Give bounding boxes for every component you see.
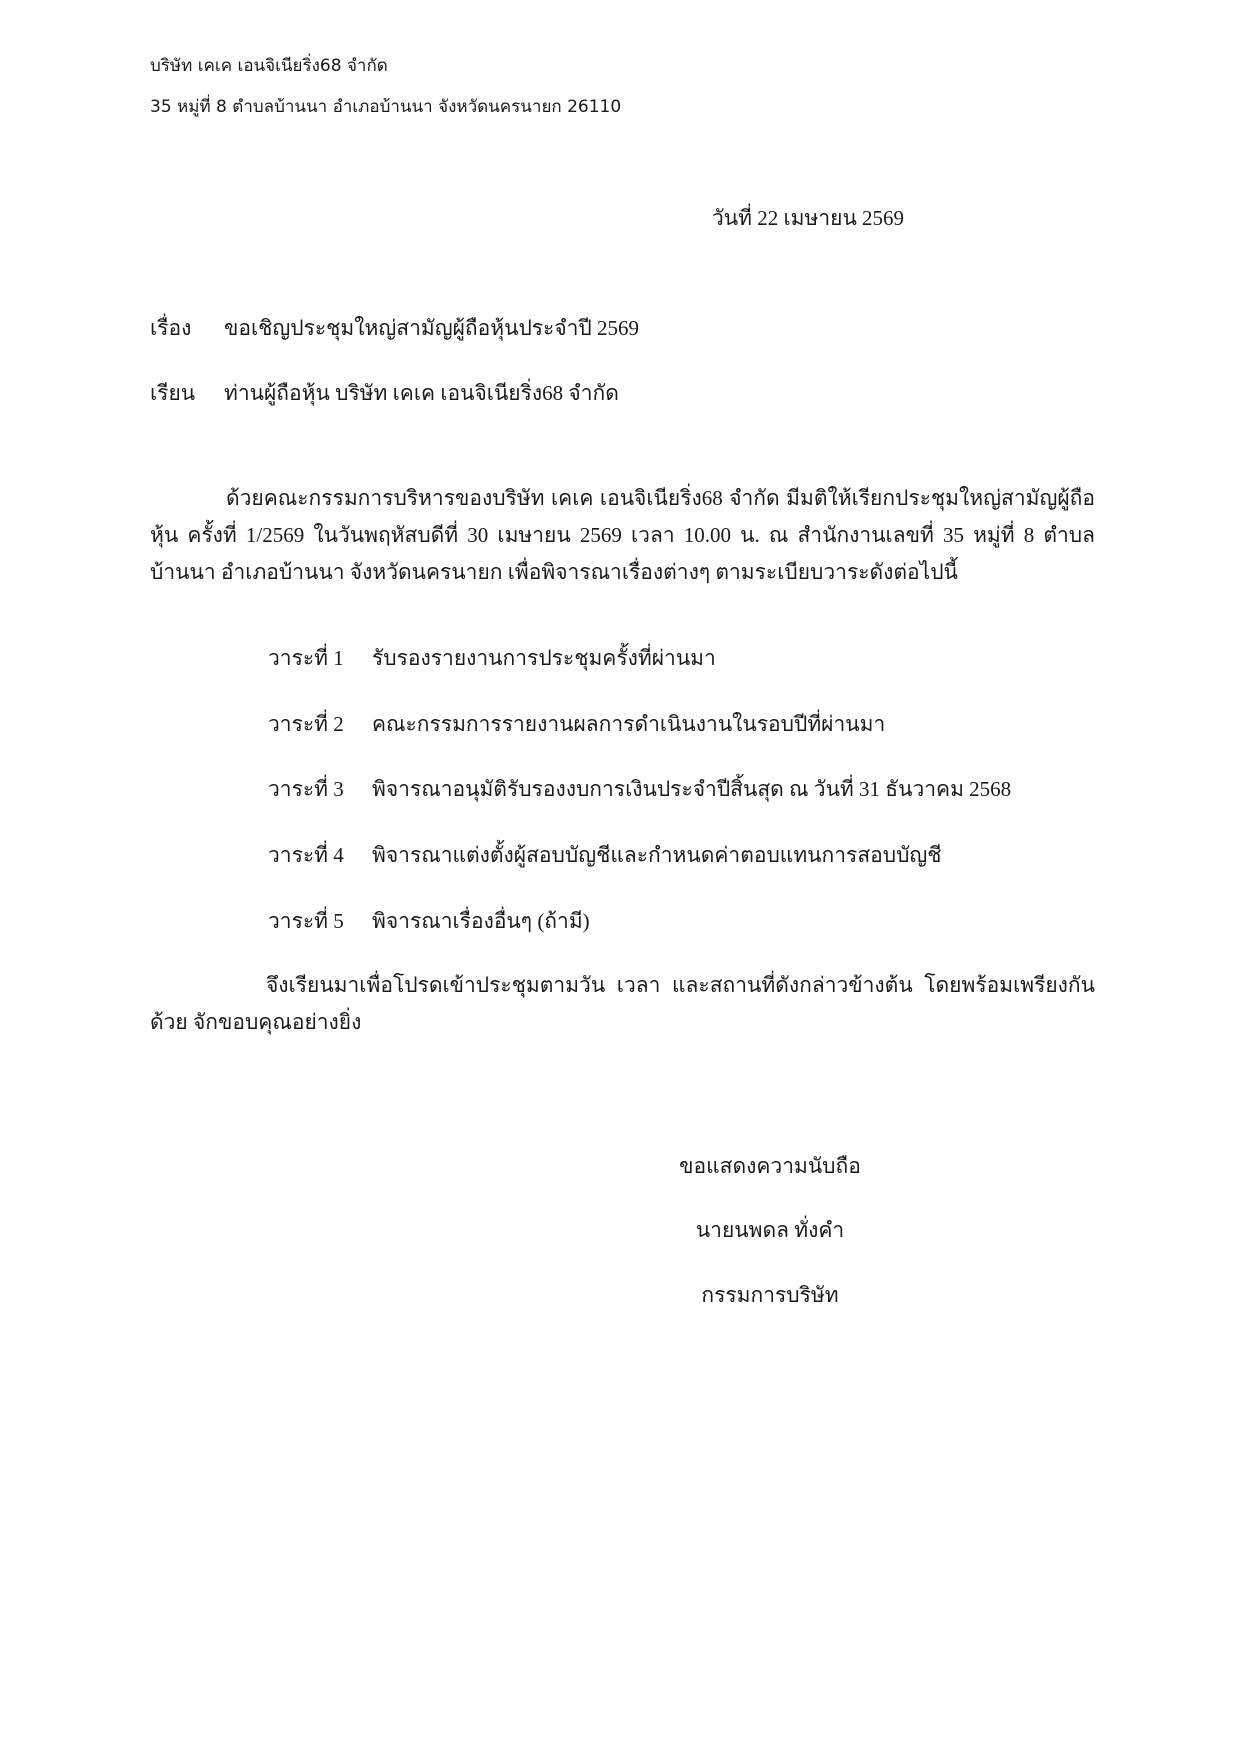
letter-date: วันที่ 22 เมษายน 2569 bbox=[712, 206, 905, 230]
signatory-name: นายนพดล ทั่งคำ bbox=[695, 1218, 845, 1242]
agenda-number: วาระที่ 3 bbox=[268, 777, 344, 801]
recipient-text: ท่านผู้ถือหุ้น บริษัท เคเค เอนจิเนียริ่ง68 จำกัด bbox=[224, 381, 619, 405]
intro-paragraph bbox=[150, 480, 1095, 591]
agenda-number: วาระที่ 5 bbox=[268, 909, 344, 933]
agenda-item-2 bbox=[268, 708, 885, 741]
agenda-text: พิจารณาอนุมัติรับรองงบการเงินประจำปีสิ้นสุด ณ วันที่ 31 ธันวาคม 2568 bbox=[372, 777, 1012, 801]
recipient-line bbox=[150, 377, 619, 410]
intro-paragraph-text: ด้วยคณะกรรมการบริหารของบริษัท เคเค เอนจิเนียริ่ง68 จำกัด มีมติให้เรียกประชุมใหญ่สามัญผู้ถือหุ้น ครั้งที่ 1/2569 ในวันพฤหัสบดีที่ 30 เมษายน 2569 เวลา 10.00 น. ณ สำนักงานเลขที่ 35 หมู่ที่ 8 ตำบลบ้านนา อำเภอบ้านนา จังหวัดนครนายก เพื่อพิจารณาเรื่องต่างๆ ตามระเบียบวาระดังต่อไปนี้ bbox=[150, 486, 1095, 584]
sender-address: 35 หมู่ที่ 8 ตำบลบ้านนา อำเภอบ้านนา จังหวัดนครนายก 26110 bbox=[150, 97, 622, 117]
agenda-item-1 bbox=[268, 642, 716, 675]
sender-company: บริษัท เคเค เอนจิเนียริ่ง68 จำกัด bbox=[150, 56, 388, 76]
agenda-text: คณะกรรมการรายงานผลการดำเนินงานในรอบปีที่ผ่านมา bbox=[372, 712, 886, 736]
agenda-item-3 bbox=[268, 773, 1011, 806]
closing-paragraph-text: จึงเรียนมาเพื่อโปรดเข้าประชุมตามวัน เวลา และสถานที่ดังกล่าวข้างต้น โดยพร้อมเพรียงกันด้วย จักขอบคุณอย่างยิ่ง bbox=[150, 973, 1095, 1034]
agenda-text: พิจารณาแต่งตั้งผู้สอบบัญชีและกำหนดค่าตอบแทนการสอบบัญชี bbox=[372, 843, 942, 867]
closing-salutation: ขอแสดงความนับถือ bbox=[679, 1154, 861, 1178]
agenda-number: วาระที่ 1 bbox=[268, 646, 344, 670]
agenda-number: วาระที่ 2 bbox=[268, 712, 344, 736]
agenda-number: วาระที่ 4 bbox=[268, 843, 344, 867]
signatory-position: กรรมการบริษัท bbox=[701, 1283, 839, 1307]
agenda-item-5 bbox=[268, 905, 590, 938]
subject-line bbox=[150, 312, 639, 345]
closing-paragraph bbox=[150, 967, 1095, 1041]
agenda-text: พิจารณาเรื่องอื่นๆ (ถ้ามี) bbox=[372, 909, 590, 933]
recipient-label: เรียน bbox=[150, 381, 196, 405]
agenda-item-4 bbox=[268, 839, 942, 872]
subject-text: ขอเชิญประชุมใหญ่สามัญผู้ถือหุ้นประจำปี 2569 bbox=[224, 316, 640, 340]
agenda-text: รับรองรายงานการประชุมครั้งที่ผ่านมา bbox=[372, 646, 716, 670]
subject-label: เรื่อง bbox=[150, 316, 192, 340]
